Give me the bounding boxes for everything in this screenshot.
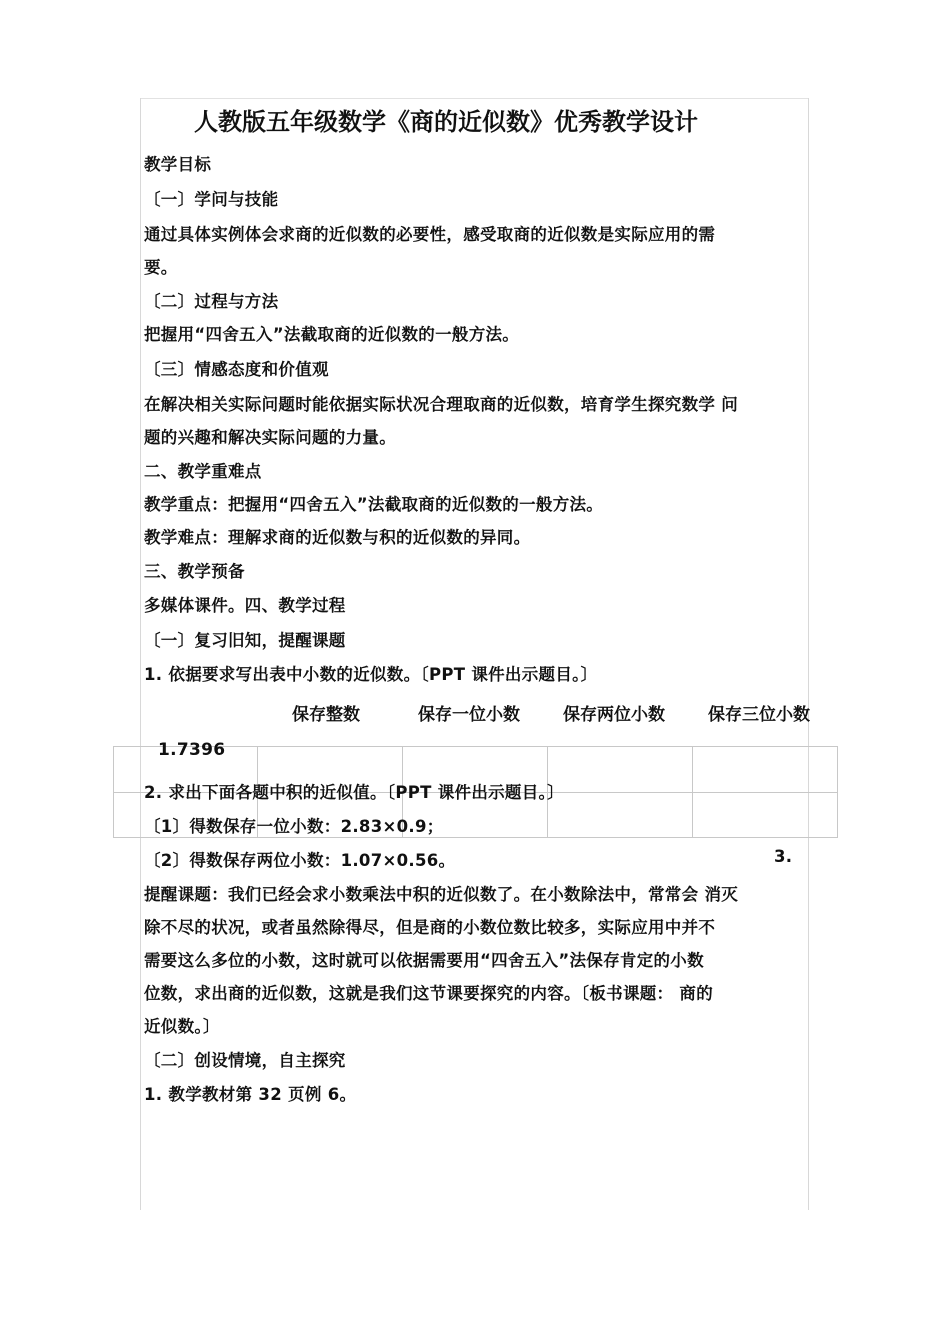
subheading-review: 〔一〕复习旧知，提醒课题 [144,631,346,650]
document-title: 人教版五年级数学《商的近似数》优秀教学设计 [194,108,698,136]
example-line: 1. 教学教材第 32 页例 6。 [144,1085,357,1104]
table-header-cell: 保存一位小数 [418,705,520,725]
item-number-3: 3. [774,847,793,866]
paragraph-line: 教学重点：把握用“四舍五入”法截取商的近似数的一般方法。 [144,495,604,514]
subheading-knowledge-skills: 〔一〕学问与技能 [144,190,279,209]
heading-key-points: 二、教学重难点 [144,462,262,481]
table-row-label: 1.7396 [158,740,226,760]
page-frame-right [808,98,809,1210]
paragraph-line: 提醒课题：我们已经会求小数乘法中积的近似数了。在小数除法中，常常会 消灭 [144,885,739,904]
paragraph-line: 多媒体课件。四、教学过程 [144,596,346,615]
paragraph-line: 要。 [144,258,178,277]
paragraph-line: 把握用“四舍五入”法截取商的近似数的一般方法。 [144,325,520,344]
paragraph-line: 需要这么多位的小数，这时就可以依据需要用“四舍五入”法保存肯定的小数 [144,951,704,970]
heading-preparation: 三、教学预备 [144,562,245,581]
paragraph-line: 教学难点：理解求商的近似数与积的近似数的异同。 [144,528,531,547]
paragraph-line: 位数，求出商的近似数，这就是我们这节课要探究的内容。〔板书课题： 商的 [144,984,713,1003]
paragraph-line: 在解决相关实际问题时能依据实际状况合理取商的近似数，培育学生探究数学 问 [144,395,739,414]
subheading-process-method: 〔二〕过程与方法 [144,292,279,311]
table-header-cell: 保存整数 [292,705,360,725]
exercise-2-line: 2. 求出下面各题中积的近似值。〔PPT 课件出示题目。〕 [144,783,564,802]
heading-teaching-goals: 教学目标 [144,155,212,174]
paragraph-line: 通过具体实例体会求商的近似数的必要性，感受取商的近似数是实际应用的需 [144,225,716,244]
page-frame-left [140,98,141,1210]
paragraph-line: 近似数。〕 [144,1017,220,1036]
paragraph-line: 除不尽的状况，或者虽然除得尽，但是商的小数位数比较多，实际应用中并不 [144,918,716,937]
exercise-1-line: 1. 依据要求写出表中小数的近似数。〔PPT 课件出示题目。〕 [144,665,598,684]
table-header-cell: 保存两位小数 [563,705,665,725]
table-header-cell: 保存三位小数 [708,705,810,725]
page-frame-top [140,98,809,99]
subheading-scenario: 〔二〕创设情境，自主探究 [144,1051,346,1070]
table-column-divider [692,746,693,838]
paragraph-line: 题的兴趣和解决实际问题的力量。 [144,428,396,447]
exercise-2-item-1: 〔1〕得数保存一位小数：2.83×0.9； [144,817,444,836]
exercise-2-item-2: 〔2〕得数保存两位小数：1.07×0.56。 [144,851,456,870]
subheading-attitude-values: 〔三〕情感态度和价值观 [144,360,329,379]
